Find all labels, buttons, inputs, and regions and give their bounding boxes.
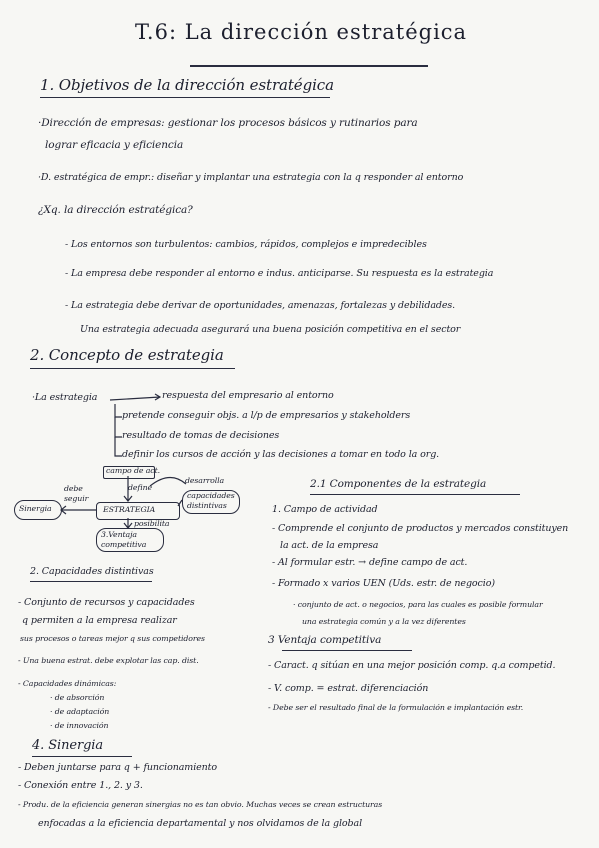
diagram-desarrolla-label: desarrolla — [185, 476, 225, 485]
s22-d3a: · de absorción — [50, 693, 105, 702]
s21-c3a: · conjunto de act. o negocios, para las cuales es posible formular — [293, 600, 543, 609]
section-21-heading: 2.1 Componentes de la estrategia — [310, 478, 487, 490]
s2-intro: ·La estrategia — [32, 392, 98, 403]
s22-d1b: q permiten a la empresa realizar — [22, 615, 177, 626]
s2-arrow-4-text: definir los cursos de acción y las decisiones a tomar en todo la org. — [122, 449, 440, 460]
s21-v3: - Debe ser el resultado final de la formulación e implantación estr. — [268, 703, 524, 712]
s22-d3: - Capacidades dinámicas: — [18, 679, 117, 688]
section-1-heading: 1. Objetivos de la dirección estratégica — [40, 76, 334, 94]
s21-v2: - V. comp. = estrat. diferenciación — [268, 683, 429, 694]
section-capacidades-heading: 2. Capacidades distintivas — [30, 566, 154, 577]
s1-bullet-2: - La empresa debe responder al entorno e indus. anticiparse. Su respuesta es la estrategia — [65, 268, 494, 279]
s21-v1: - Caract. q sitúan en una mejor posición comp. q.a competid. — [268, 660, 556, 671]
diagram-sinergia-label: Sinergia — [19, 504, 52, 513]
s1-bullet-3: - La estrategia debe derivar de oportunidades, amenazas, fortalezas y debilidades. — [65, 300, 456, 311]
diagram-debe-seguir-label: debe seguir — [64, 484, 89, 503]
s2-arrow-1-text: respuesta del empresario al entorno — [162, 390, 334, 401]
s4-e2: - Conexión entre 1., 2. y 3. — [18, 780, 143, 791]
s21-c1: - Comprende el conjunto de productos y mercados constituyen — [272, 523, 569, 534]
s2-arrow-3-text: resultado de tomas de decisiones — [122, 430, 280, 441]
arrow-s2-3 — [115, 417, 122, 437]
arrow-s2-4 — [115, 437, 122, 456]
s1-line-1: ·Dirección de empresas: gestionar los procesos básicos y rutinarios para — [38, 117, 418, 129]
s4-e3: - Produ. de la eficiencia generan sinergias no es tan obvio. Muchas veces se crean estructuras — [18, 800, 383, 809]
diagram-estrategia-label: ESTRATEGIA — [103, 505, 156, 514]
diagram-define-label: define — [128, 483, 153, 492]
s1-bullet-1: - Los entornos son turbulentos: cambios, rápidos, complejos e impredecibles — [65, 239, 427, 250]
arrow-s2-1 — [110, 397, 160, 400]
s21-c3b: una estrategia común y a la vez diferentes — [302, 617, 466, 626]
s21-c3: - Formado x varios UEN (Uds. estr. de negocio) — [272, 578, 495, 589]
s1-bullet-3b: Una estrategia adecuada asegurará una buena posición competitiva en el sector — [80, 324, 461, 335]
s1-question: ¿Xq. la dirección estratégica? — [38, 204, 193, 216]
s4-e1: - Deben juntarse para q + funcionamiento — [18, 762, 218, 773]
diagram-campo-label: campo de act. — [106, 466, 160, 475]
s21-c2: - Al formular estr. → define campo de act. — [272, 557, 468, 568]
s22-d3c: · de innovación — [50, 721, 109, 730]
s21-campo-heading: 1. Campo de actividad — [272, 504, 378, 515]
s22-d1: - Conjunto de recursos y capacidades — [18, 597, 195, 608]
s22-d1c: sus procesos o tareas mejor q sus competidores — [20, 634, 205, 643]
arrow-s2-2 — [115, 404, 122, 417]
s1-line-2: ·D. estratégica de empr.: diseñar y implantar una estrategia con la q responder al entorno — [38, 172, 464, 183]
s21-c1b: la act. de la empresa — [280, 540, 379, 551]
diagram-posibilita-label: posibilita — [134, 519, 170, 528]
page-title: T.6: La dirección estratégica — [135, 20, 468, 44]
s22-d3b: · de adaptación — [50, 707, 110, 716]
arrow-desarrolla — [178, 500, 182, 506]
s2-arrow-2-text: pretende conseguir objs. a l/p de empresarios y stakeholders — [122, 410, 411, 421]
s4-e3b: enfocadas a la eficiencia departamental y nos olvidamos de la global — [38, 818, 363, 829]
section-2-heading: 2. Concepto de estrategia — [30, 346, 224, 364]
s21-ventaja-heading: 3 Ventaja competitiva — [268, 634, 382, 646]
diagram-capacidades-label: capacidades distintivas — [187, 491, 235, 510]
s22-d2: - Una buena estrat. debe explotar las cap. dist. — [18, 656, 199, 665]
section-4-heading: 4. Sinergia — [32, 738, 104, 753]
diagram-ventaja-label: 3.Ventaja competitiva — [101, 530, 147, 549]
s1-line-1b: lograr eficacia y eficiencia — [45, 139, 184, 151]
